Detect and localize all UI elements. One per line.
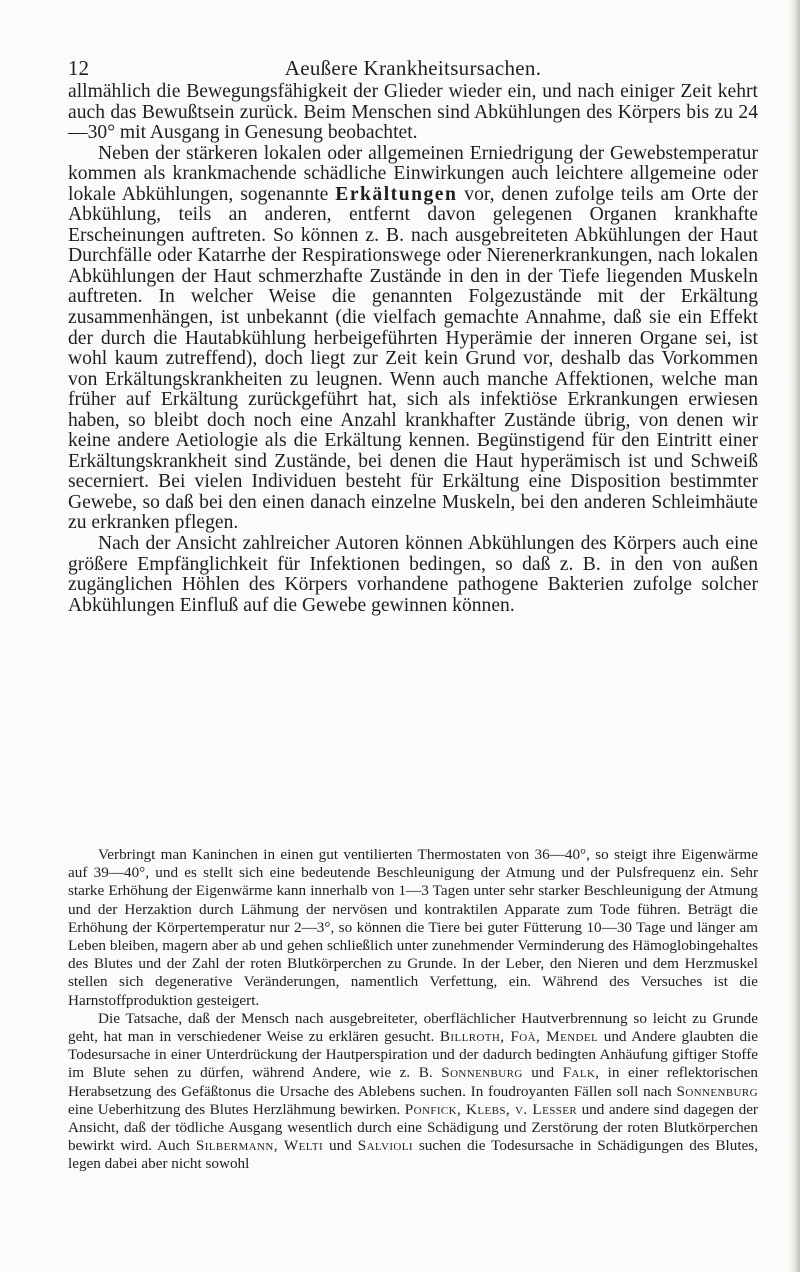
note-2-part: und — [323, 1137, 358, 1155]
main-text — [68, 82, 758, 616]
running-title: Aeußere Krankheitsursachen. — [284, 56, 542, 80]
small-print-notes — [68, 846, 758, 1174]
note-2-part: und Andere glaubten die Todesursache in einer Unterdrückung der Hautperspiration und der dadurch bedingten Anhäufung giftiger Stoffe im Blute sehen zu dürfen, während Andere, wie z. B. — [68, 1028, 758, 1082]
paragraph-2-start: Neben der stärkeren lokalen oder allgemeinen Erniedrigung der Gewebstemperatur kommen als krankmachende schädliche Einwirkungen auch leichtere allgemeine oder lokale Abkühlungen, sogenannte — [68, 142, 758, 205]
author-names: Silbermann, Welti — [195, 1137, 324, 1155]
term-erkaeltungen: Erkältungen — [335, 183, 458, 205]
note-2-part: und andere sind dagegen der Ansicht, daß der tödliche Ausgang wesentlich durch eine Schädigung und Zerstörung der roten Blutkörperchen bewirkt wird. Auch — [68, 1100, 758, 1155]
note-2-part: und — [522, 1064, 563, 1082]
paragraph-3: Nach der Ansicht zahlreicher Autoren können Abkühlungen des Körpers auch eine größere Empfänglichkeit für Infektionen bedingen, so daß z. B. in den von außen zugänglichen Höhlen des Körpers vorhandene pathogene Bakterien zufolge solcher Abkühlungen Einfluß auf die Gewebe gewinnen können. — [68, 533, 758, 616]
note-2-part: , in einer reflektorischen Herabsetzung des Gefäßtonus die Ursache des Ablebens suchen. In foudroyanten Fällen soll nach — [68, 1064, 759, 1100]
author-name: Sonnenburg — [676, 1082, 758, 1100]
page-edge-shadow — [788, 0, 800, 1272]
note-2-part: suchen die Todesursache in Schädigungen des Blutes, legen dabei aber nicht sowohl — [68, 1137, 758, 1173]
paragraph-1: allmählich die Bewegungsfähigkeit der Glieder wieder ein, und nach einiger Zeit kehrt auch das Bewußtsein zurück. Beim Menschen sind Abkühlungen des Körpers bis zu 24—30° mit Ausgang in Genesung beobachtet. — [68, 81, 758, 144]
page-number: 12 — [68, 56, 89, 80]
paragraph-2-rest: vor, denen zufolge teils am Orte der Abkühlung, teils an anderen, entfernt davon gelegenen Organen krankhafte Erscheinungen auftreten. So können z. B. nach ausgebreiteten Abkühlungen der Haut Durchfälle oder Katarrhe der Respirationswege oder Nierenerkrankungen, nach lokalen Abkühlungen der Haut schmerzhafte Zustände in den in der Tiefe liegenden Muskeln auftreten. In welcher Weise die genannten Folgezustände mit der Erkältung zusammenhängen, ist unbekannt (die vielfach gemachte Annahme, daß sie ein Effekt der durch die Hautabkühlung herbeigeführten Hyperämie der inneren Organe sei, ist wohl kaum zutreffend), doch liegt zur Zeit kein Grund vor, deshalb das Vorkommen von Erkältungskrankheiten zu leugnen. Wenn auch manche Affektionen, welche man früher auf Erkältung zurückgeführt hat, sich als infektiöse Erkrankungen erwiesen haben, so bleibt doch noch eine Anzahl krankhafter Zustände übrig, von denen wir keine andere Aetiologie als die Erkältung kennen. Begünstigend für den Eintritt einer Erkältungskrankheit sind Zustände, bei denen die Haut hyperämisch ist und Schweiß secerniert. Bei vielen Individuen besteht für Erkältung eine Disposition bestimmter Gewebe, so daß bei den einen danach einzelne Muskeln, bei den anderen Schleimhäute zu erkranken pflegen. — [68, 183, 759, 534]
paragraph-2 — [68, 144, 758, 534]
note-2-part: eine Ueberhitzung des Blutes Herzlähmung bewirken. — [68, 1100, 405, 1118]
author-names: Ponfick, Klebs, v. Lesser — [404, 1100, 578, 1118]
author-names: Billroth, Foà, Mendel — [439, 1028, 599, 1046]
note-2-part: Die Tatsache, daß der Mensch nach ausgebreiteter, oberflächlicher Hautverbrennung so leicht zu Grunde geht, hat man in verschiedener Weise zu erklären gesucht. — [68, 1009, 758, 1046]
author-name: Falk — [562, 1064, 596, 1082]
author-name: Sonnenburg — [441, 1064, 523, 1082]
author-name: Salvioli — [357, 1137, 413, 1155]
page-header — [68, 56, 758, 80]
note-paragraph-2 — [68, 1010, 758, 1174]
note-paragraph-1: Verbringt man Kaninchen in einen gut ventilierten Thermostaten von 36—40°, so steigt ihre Eigenwärme auf 39—40°, und es stellt sich eine bedeutende Beschleunigung der Atmung und der Pulsfrequenz ein. Sehr starke Erhöhung der Eigenwärme kann innerhalb von 1—3 Tagen unter sehr starker Beschleunigung der Atmung und der Herzaktion durch Lähmung der nervösen und kontraktilen Apparate zum Tode führen. Beträgt die Erhöhung der Körpertemperatur nur 2—3°, so können die Tiere bei guter Fütterung 10—30 Tage und länger am Leben bleiben, magern aber ab und gehen schließlich unter zunehmender Verminderung des Hämoglobingehaltes des Blutes und der Zahl der roten Blutkörperchen zu Grunde. In der Leber, den Nieren und dem Herzmuskel stellen sich degenerative Veränderungen, namentlich Verfettung, ein. Während des Versuches ist die Harnstoffproduktion gesteigert. — [68, 846, 758, 1009]
